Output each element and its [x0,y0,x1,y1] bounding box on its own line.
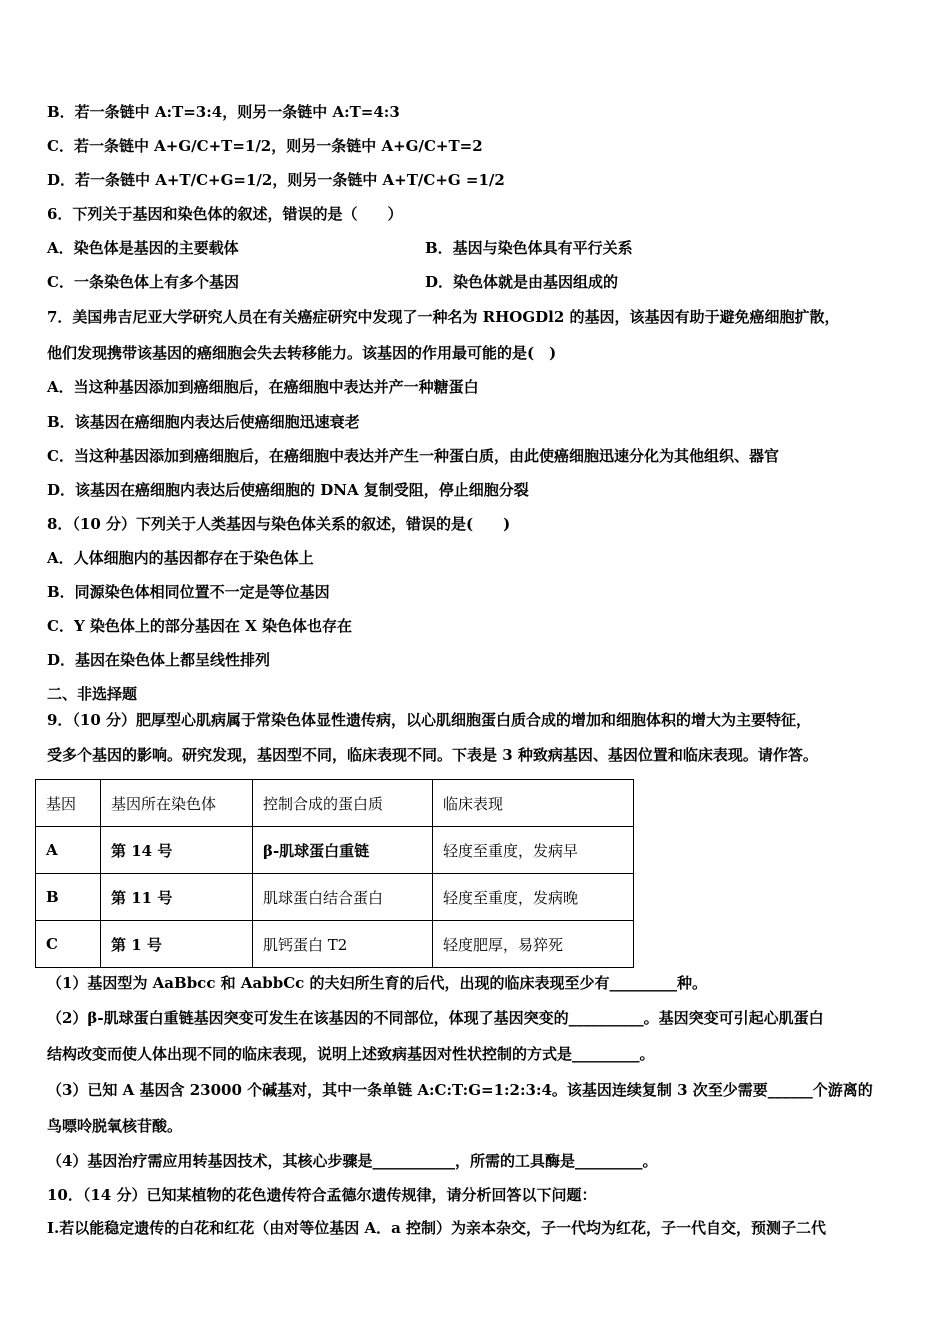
q9-part3-line1: （3）已知 A 基因含 23000 个碱基对，其中一条单链 A:C:T:G=1:2:3:4。该基因连续复制 3 次至少需要______个游离的 [47,1081,873,1099]
q8-option-d: D．基因在染色体上都呈线性排列 [47,651,271,669]
q7-option-b: B．该基因在癌细胞内表达后使癌细胞迅速衰老 [47,413,360,431]
q8-option-a: A．人体细胞内的基因都存在于染色体上 [47,549,314,567]
table-cell: 第 1 号 [101,921,253,968]
table-cell: 肌钙蛋白 T2 [253,921,433,968]
q7-stem-line1: 7．美国弗吉尼亚大学研究人员在有关癌症研究中发现了一种名为 RHOGDl2 的基因，该基因有助于避免癌细胞扩散， [47,308,840,326]
q10-stem: 10．（14 分）已知某植物的花色遗传符合孟德尔遗传规律，请分析回答以下问题： [47,1186,597,1204]
table-header-cell: 基因所在染色体 [101,780,253,827]
q8-stem: 8．（10 分）下列关于人类基因与染色体关系的叙述，错误的是( ) [47,515,511,533]
table-cell: A [36,827,101,874]
q7-option-c: C．当这种基因添加到癌细胞后，在癌细胞中表达并产生一种蛋白质，由此使癌细胞迅速分化为其他组织、器官 [47,447,779,465]
q6-option-a: A．染色体是基因的主要载体 [47,239,239,257]
table-cell: 轻度肥厚，易猝死 [433,921,634,968]
table-header-row [36,780,634,827]
q5-option-b: B．若一条链中 A:T=3:4，则另一条链中 A:T=4:3 [47,103,400,121]
q8-option-c: C．Y 染色体上的部分基因在 X 染色体也存在 [47,617,352,635]
q7-option-d: D．该基因在癌细胞内表达后使癌细胞的 DNA 复制受阻，停止细胞分裂 [47,481,529,499]
section-heading: 二、非选择题 [47,685,138,703]
q9-stem-line2: 受多个基因的影响。研究发现，基因型不同，临床表现不同。下表是 3 种致病基因、基因位置和临床表现。请作答。 [47,746,818,764]
q6-options-row2 [47,272,907,292]
q9-part2-line1: （2）β-肌球蛋白重链基因突变可发生在该基因的不同部位，体现了基因突变的__________。基因突变可引起心肌蛋白 [47,1009,824,1027]
table-cell: 轻度至重度，发病晚 [433,874,634,921]
table-header-cell: 控制合成的蛋白质 [253,780,433,827]
table-cell: C [36,921,101,968]
q6-stem: 6．下列关于基因和染色体的叙述，错误的是（ ） [47,205,403,223]
table-row [36,921,634,968]
q5-option-d: D．若一条链中 A+T/C+G=1/2，则另一条链中 A+T/C+G =1/2 [47,171,505,189]
table-cell: B [36,874,101,921]
table-cell: 第 14 号 [101,827,253,874]
q9-stem-line1: 9．（10 分）肥厚型心肌病属于常染色体显性遗传病，以心肌细胞蛋白质合成的增加和细胞体积的增大为主要特征， [47,711,812,729]
q5-option-c: C．若一条链中 A+G/C+T=1/2，则另一条链中 A+G/C+T=2 [47,137,483,155]
q6-options-row1 [47,238,907,258]
table-header-cell: 临床表现 [433,780,634,827]
q8-option-b: B．同源染色体相同位置不一定是等位基因 [47,583,330,601]
table-cell: 肌球蛋白结合蛋白 [253,874,433,921]
q6-option-b: B．基因与染色体具有平行关系 [425,239,633,257]
gene-table [35,779,634,968]
table-cell: 第 11 号 [101,874,253,921]
q9-part4: （4）基因治疗需应用转基因技术，其核心步骤是___________，所需的工具酶是_________。 [47,1152,658,1170]
table-cell: β-肌球蛋白重链 [253,827,433,874]
q9-part1: （1）基因型为 AaBbcc 和 AabbCc 的夫妇所生育的后代，出现的临床表现至少有_________种。 [47,974,708,992]
q10-part1: I.若以能稳定遗传的白花和红花（由对等位基因 A．a 控制）为亲本杂交，子一代均为红花，子一代自交，预测子二代 [47,1219,827,1237]
table-header-cell: 基因 [36,780,101,827]
q9-part2-line2: 结构改变而使人体出现不同的临床表现，说明上述致病基因对性状控制的方式是_________。 [47,1045,655,1063]
q7-option-a: A．当这种基因添加到癌细胞后，在癌细胞中表达并产一种糖蛋白 [47,378,479,396]
q9-part3-line2: 鸟嘌呤脱氧核苷酸。 [47,1117,183,1135]
q6-option-d: D．染色体就是由基因组成的 [425,273,619,291]
table-row [36,874,634,921]
q6-option-c: C．一条染色体上有多个基因 [47,273,239,291]
q7-stem-line2: 他们发现携带该基因的癌细胞会失去转移能力。该基因的作用最可能的是( ) [47,344,557,362]
table-row [36,827,634,874]
table-cell: 轻度至重度，发病早 [433,827,634,874]
